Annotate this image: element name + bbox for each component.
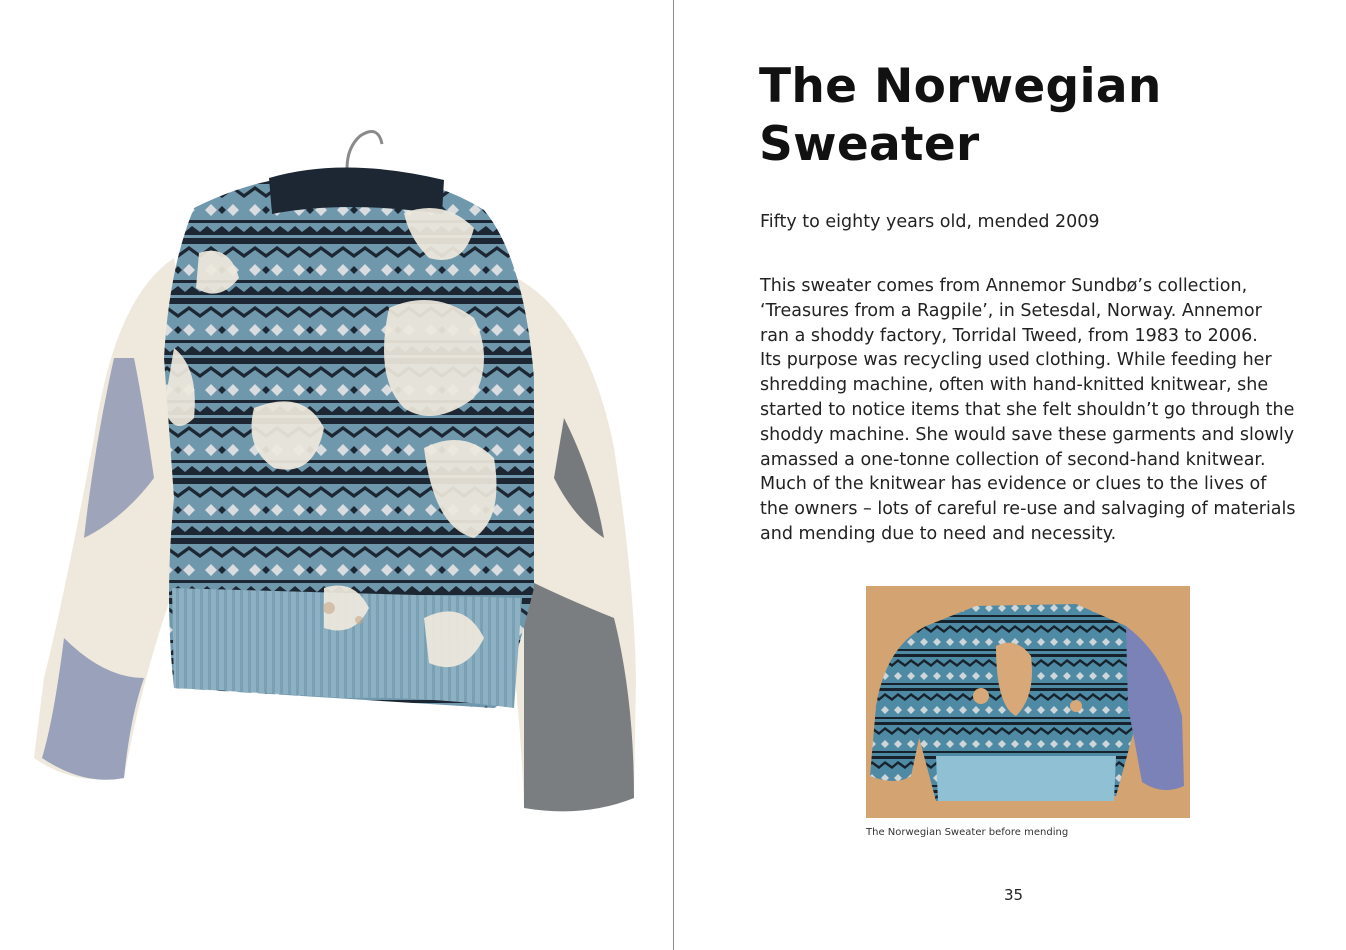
- body-line: amassed a one-tonne collection of second-hand knitwear.: [760, 449, 1266, 470]
- body-line: shredding machine, often with hand-knitted knitwear, she: [760, 375, 1269, 396]
- mended-sweater-photo: [24, 118, 654, 838]
- body-line: ‘Treasures from a Ragpile’, in Setesdal, Norway. Annemor: [760, 300, 1262, 321]
- page-number: 35: [1004, 886, 1024, 904]
- title-line-2: Sweater: [759, 117, 980, 172]
- body-line: shoddy machine. She would save these garments and slowly: [760, 424, 1295, 445]
- body-line: and mending due to need and necessity.: [760, 523, 1117, 544]
- page-title: [759, 58, 1162, 174]
- body-line: This sweater comes from Annemor Sundbø’s collection,: [760, 276, 1248, 296]
- photo-caption: The Norwegian Sweater before mending: [866, 827, 1069, 838]
- body-line: Its purpose was recycling used clothing. While feeding her: [760, 350, 1272, 371]
- title-line-1: The Norwegian: [759, 59, 1162, 114]
- right-page: [674, 0, 1346, 950]
- subtitle: Fifty to eighty years old, mended 2009: [760, 212, 1100, 232]
- body-line: started to notice items that she felt shouldn’t go through the: [760, 399, 1295, 420]
- body-line: the owners – lots of careful re-use and salvaging of materials: [760, 499, 1296, 520]
- body-line: Much of the knitwear has evidence or clues to the lives of: [760, 474, 1267, 495]
- body-line: ran a shoddy factory, Torridal Tweed, from 1983 to 2006.: [760, 325, 1258, 346]
- body-paragraph: [760, 274, 1300, 547]
- sweater-before-mending-photo: [866, 586, 1190, 818]
